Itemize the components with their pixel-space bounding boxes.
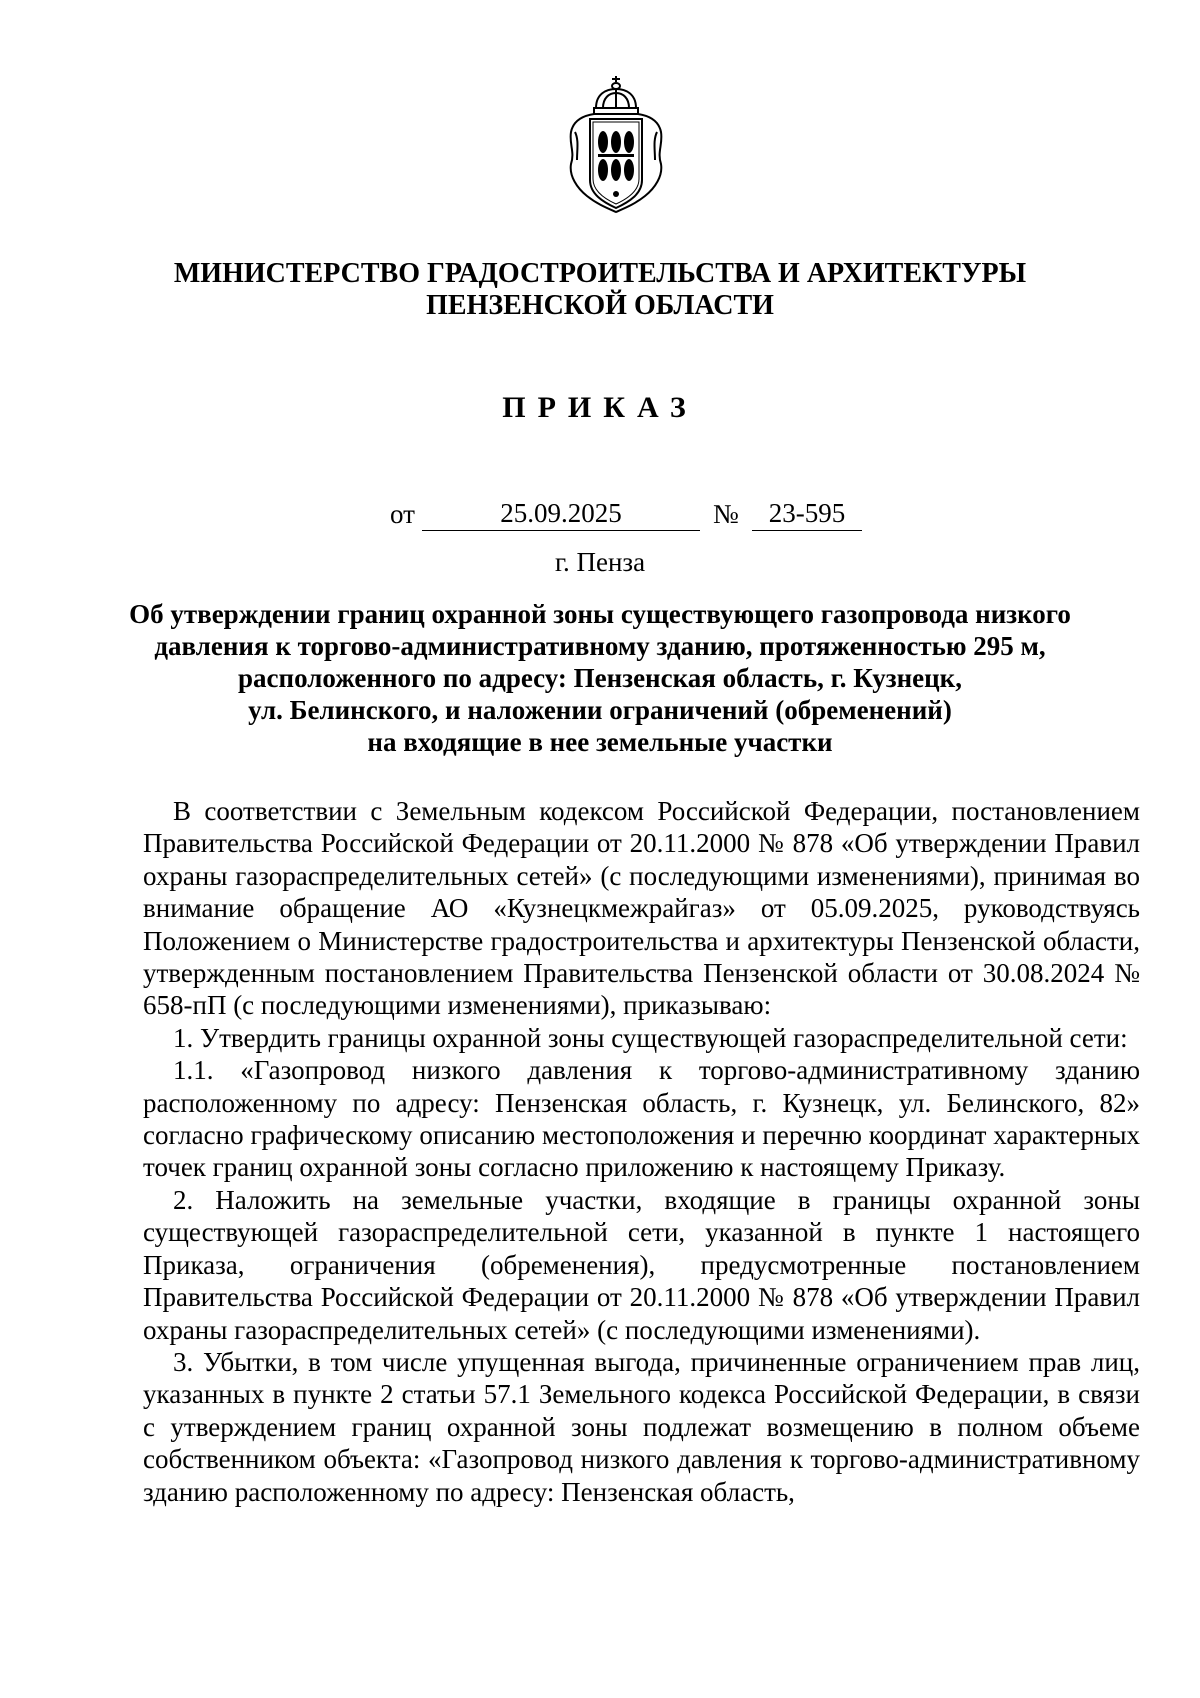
- clause-3: 3. Убытки, в том числе упущенная выгода, причиненные ограничением прав лиц, указанных в пункте 2 статьи 57.1 Земельного кодекса Российской Федерации, в связи с утверждением границ охранной зоны подлежат возмещению в полном объеме собственником объекта: «Газопровод низкого давления к торгово-административному зданию расположенному по адресу: Пензенская область,: [143, 1346, 1140, 1507]
- title-line: на входящие в нее земельные участки: [367, 727, 833, 757]
- date-label: от: [390, 499, 415, 529]
- ministry-line-1: МИНИСТЕРСТВО ГРАДОСТРОИТЕЛЬСТВА И АРХИТЕКТУРЫ: [173, 258, 1027, 289]
- clause-1: 1. Утвердить границы охранной зоны существующей газораспределительной сети:: [173, 1022, 1128, 1053]
- ministry-line-2: ПЕНЗЕНСКОЙ ОБЛАСТИ: [426, 290, 774, 321]
- order-number: 23-595: [752, 497, 862, 531]
- ministry-name: [0, 258, 1200, 322]
- document-type: ПРИКАЗ: [502, 391, 698, 424]
- title-line: расположенного по адресу: Пензенская область, г. Кузнецк,: [238, 663, 962, 693]
- clause-2: 2. Наложить на земельные участки, входящие в границы охранной зоны существующей газораспределительной сети, указанной в пункте 1 настоящего Приказа, ограничения (обременения), предусмотренные постановлением Правительства Российской Федерации от 20.11.2000 № 878 «Об утверждении Правил охраны газораспределительных сетей» (с последующими изменениями).: [143, 1184, 1140, 1345]
- city: г. Пенза: [554, 547, 646, 577]
- clause-1-1: 1.1. «Газопровод низкого давления к торгово-административному зданию расположенному по адресу: Пензенская область, г. Кузнецк, ул. Белинского, 82» согласно графическому описанию местоположения и перечню координат характерных точек границ охранной зоны согласно приложению к настоящему Приказу.: [143, 1055, 1140, 1183]
- preamble-paragraph: В соответствии с Земельным кодексом Российской Федерации, постановлением Правительства Российской Федерации от 20.11.2000 № 878 «Об утверждении Правил охраны газораспределительных сетей» (с последующими изменениями), принимая во внимание обращение АО «Кузнецкмежрайгаз» от 05.09.2025, руководствуясь Положением о Министерстве градостроительства и архитектуры Пензенской области, утвержденным постановлением Правительства Пензенской области от 30.08.2024 № 658-пП (с последующими изменениями), приказываю:: [143, 796, 1140, 1021]
- title-line: Об утверждении границ охранной зоны существующего газопровода низкого: [129, 599, 1071, 629]
- coat-of-arms-icon: [563, 72, 669, 220]
- title-line: ул. Белинского, и наложении ограничений (обременений): [248, 695, 952, 725]
- order-date: 25.09.2025: [422, 497, 700, 531]
- number-label: №: [713, 499, 739, 529]
- title-line: давления к торгово-административному зданию, протяженностью 295 м,: [154, 631, 1046, 661]
- order-title: [100, 598, 1100, 758]
- order-body: [143, 795, 1140, 1508]
